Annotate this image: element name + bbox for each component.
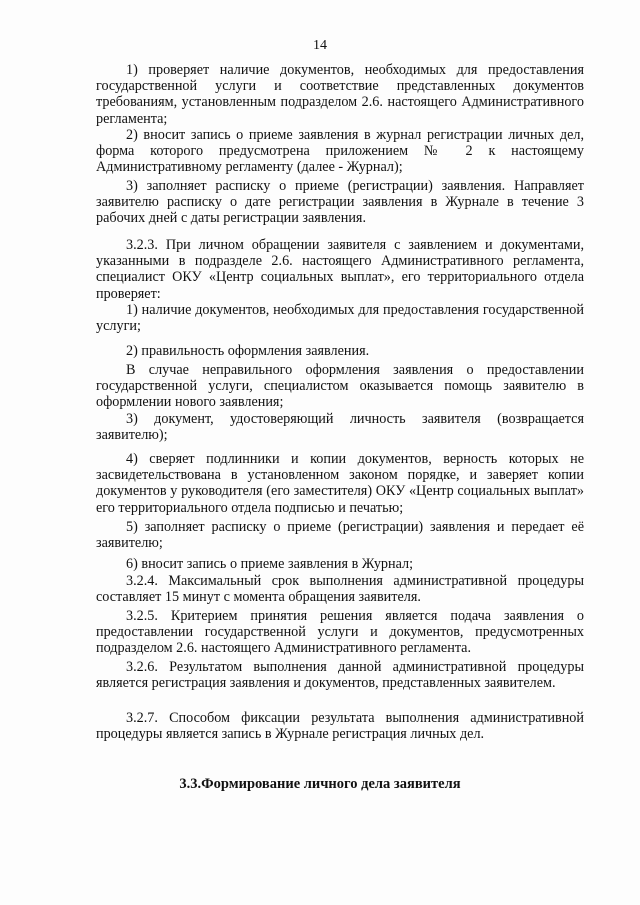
section-title: 3.3.Формирование личного дела заявителя <box>179 776 461 792</box>
paragraph-15: 3.2.7. Способом фиксации результата выполнения административной процедуры является запись в Журнале регистрация личных дел. <box>96 710 584 743</box>
paragraph-3: 3) заполняет расписку о приеме (регистрации) заявления. Направляет заявителю расписку о дате регистрации заявления в Журнале в течение 3 рабочих дней с даты регистрации заявления. <box>96 178 584 227</box>
paragraph-7: В случае неправильного оформления заявления о предоставлении государственной услуги, специалистом оказывается помощь заявителю в оформлении нового заявления; <box>96 362 584 411</box>
paragraph-4: 3.2.3. При личном обращении заявителя с заявлением и документами, указанными в подразделе 2.6. настоящего Административного регламента, специалист ОКУ «Центр социальных выплат», его территориального отдела проверяет: <box>96 237 584 302</box>
paragraph-6: 2) правильность оформления заявления. <box>126 343 370 359</box>
paragraph-11: 6) вносит запись о приеме заявления в Журнал; <box>126 556 414 572</box>
paragraph-13: 3.2.5. Критерием принятия решения является подача заявления о предоставлении государственной услуги и документов, предусмотренных подразделом 2.6. настоящего Административного регламента. <box>96 608 584 657</box>
paragraph-10: 5) заполняет расписку о приеме (регистрации) заявления и передает её заявителю; <box>96 519 584 552</box>
paragraph-8: 3) документ, удостоверяющий личность заявителя (возвращается заявителю); <box>96 411 584 444</box>
page-number: 14 <box>313 38 327 53</box>
paragraph-2: 2) вносит запись о приеме заявления в журнал регистрации личных дел, форма которого предусмотрена приложением № 2 к настоящему Административному регламенту (далее - Журнал); <box>96 127 584 176</box>
paragraph-9: 4) сверяет подлинники и копии документов, верность которых не засвидетельствована в установленном законом порядке, и заверяет копии документов у руководителя (его заместителя) ОКУ «Центр социальных выплат» его территориального отдела подписью и печатью; <box>96 451 584 516</box>
paragraph-1: 1) проверяет наличие документов, необходимых для предоставления государственной услуги и соответствие представленных документов требованиям, установленным подразделом 2.6. настоящего Административного регламента; <box>96 62 584 127</box>
paragraph-14: 3.2.6. Результатом выполнения данной административной процедуры является регистрация заявления и документов, представленных заявителем. <box>96 659 584 692</box>
paragraph-12: 3.2.4. Максимальный срок выполнения административной процедуры составляет 15 минут с момента обращения заявителя. <box>96 573 584 606</box>
paragraph-5: 1) наличие документов, необходимых для предоставления государственной услуги; <box>96 302 584 335</box>
